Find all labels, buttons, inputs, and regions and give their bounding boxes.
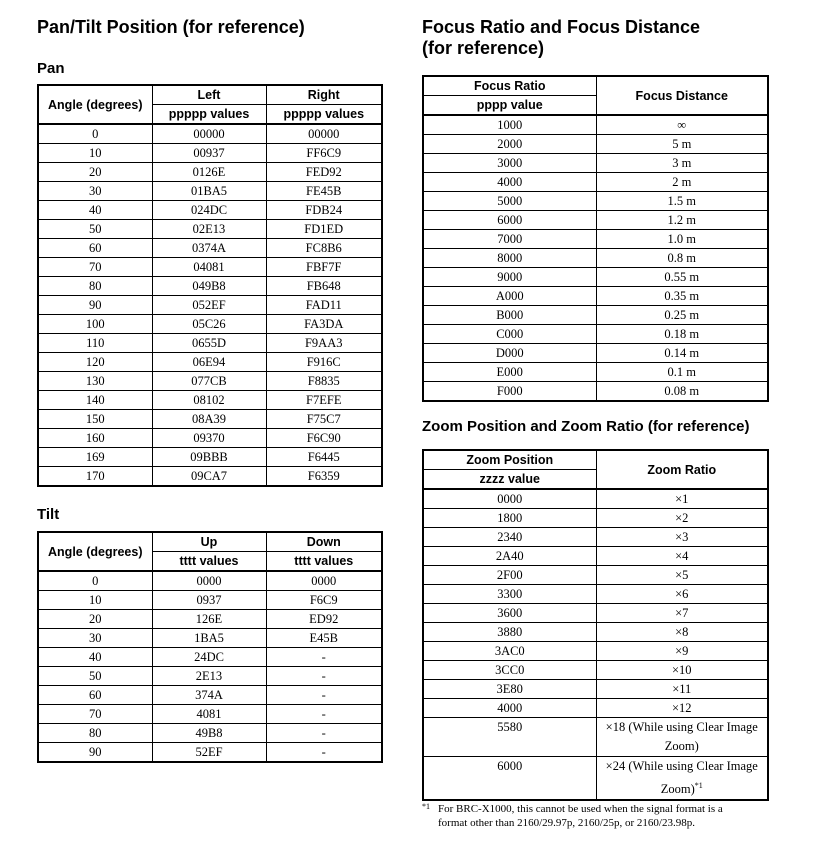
zoom-row-cell: 3600 (423, 604, 596, 623)
zoom-row-cell: 4000 (423, 699, 596, 718)
pan-row-cell: 0126E (152, 163, 266, 182)
pan-row (38, 296, 382, 315)
zoom-table (422, 449, 769, 801)
tilt-row-cell: 80 (38, 724, 152, 743)
focus-row-cell: 0.1 m (596, 363, 768, 382)
pan-col-left-1: Left (152, 85, 266, 105)
focus-row-cell: 0.25 m (596, 306, 768, 325)
pan-row-cell: 00000 (266, 124, 382, 144)
zoom-row-cell: ×4 (596, 547, 768, 566)
tilt-row-cell: 20 (38, 610, 152, 629)
pan-row-cell: 170 (38, 467, 152, 487)
tilt-col-down-1: Down (266, 532, 382, 552)
pan-row-cell: FD1ED (266, 220, 382, 239)
zoom-row-cell: 3E80 (423, 680, 596, 699)
pan-row (38, 467, 382, 487)
pan-table (37, 84, 383, 487)
pan-row-cell: 0374A (152, 239, 266, 258)
zoom-row-cell: 1800 (423, 509, 596, 528)
pan-row-cell: FC8B6 (266, 239, 382, 258)
zoom-row-cell: 3300 (423, 585, 596, 604)
pan-row-cell: F7EFE (266, 391, 382, 410)
focus-row (423, 268, 768, 287)
focus-row-cell: 0.18 m (596, 325, 768, 344)
pan-row-cell: 100 (38, 315, 152, 334)
tilt-col-up-2: tttt values (152, 552, 266, 572)
pan-row-cell: FAD11 (266, 296, 382, 315)
footnote-ref: *1 (694, 781, 703, 790)
tilt-row (38, 705, 382, 724)
tilt-row (38, 743, 382, 763)
focus-col-ratio-1: Focus Ratio (423, 76, 596, 96)
pan-row (38, 220, 382, 239)
pan-row-cell: 0655D (152, 334, 266, 353)
zoom-row-cell: 2F00 (423, 566, 596, 585)
tilt-col-down-2: tttt values (266, 552, 382, 572)
focus-row (423, 382, 768, 402)
pan-row-cell: 0 (38, 124, 152, 144)
pan-row-cell: F6C90 (266, 429, 382, 448)
zoom-ratio-line1: ×24 (While using Clear Image (605, 759, 758, 773)
tilt-row-cell: 40 (38, 648, 152, 667)
tilt-row (38, 667, 382, 686)
focus-row-cell: 4000 (423, 173, 596, 192)
tilt-row-cell: - (266, 724, 382, 743)
pan-row-cell: 169 (38, 448, 152, 467)
tilt-row-cell: 0937 (152, 591, 266, 610)
zoom-row-cell: ×12 (596, 699, 768, 718)
focus-col-ratio-2: pppp value (423, 96, 596, 116)
pan-row-cell: 024DC (152, 201, 266, 220)
zoom-row-cell: ×2 (596, 509, 768, 528)
tilt-row-cell: 90 (38, 743, 152, 763)
zoom-row (423, 604, 768, 623)
pan-row (38, 277, 382, 296)
focus-row-cell: ∞ (596, 115, 768, 135)
zoom-row-cell: ×7 (596, 604, 768, 623)
focus-row (423, 344, 768, 363)
focus-row (423, 287, 768, 306)
tilt-row-cell: 374A (152, 686, 266, 705)
zoom-row-cell: ×8 (596, 623, 768, 642)
tilt-row-cell: - (266, 667, 382, 686)
pan-row (38, 182, 382, 201)
pan-row (38, 448, 382, 467)
pan-row-cell: FB648 (266, 277, 382, 296)
zoom-row-cell (596, 718, 768, 757)
zoom-row (423, 699, 768, 718)
zoom-row-cell: ×5 (596, 566, 768, 585)
focus-row-cell: 0.08 m (596, 382, 768, 402)
focus-col-distance: Focus Distance (596, 76, 768, 115)
focus-title-line1: Focus Ratio and Focus Distance (422, 17, 701, 37)
focus-row-cell: 2000 (423, 135, 596, 154)
focus-row-cell: 7000 (423, 230, 596, 249)
pan-row-cell: FED92 (266, 163, 382, 182)
focus-row-cell: 0.35 m (596, 287, 768, 306)
pan-row-cell: 00937 (152, 144, 266, 163)
pan-row-cell: 150 (38, 410, 152, 429)
pan-row-cell: 05C26 (152, 315, 266, 334)
focus-row-cell: 5 m (596, 135, 768, 154)
pan-row-cell: F6445 (266, 448, 382, 467)
focus-row (423, 325, 768, 344)
pan-tilt-title: Pan/Tilt Position (for reference) (37, 17, 305, 37)
pan-row-cell: 06E94 (152, 353, 266, 372)
zoom-ratio-line2 (597, 776, 768, 799)
zoom-position-value: 6000 (497, 759, 523, 773)
zoom-ratio-line2-text: Zoom) (664, 739, 699, 753)
zoom-row (423, 718, 768, 757)
pan-row-cell: 160 (38, 429, 152, 448)
tilt-row-cell: 24DC (152, 648, 266, 667)
tilt-row (38, 591, 382, 610)
focus-row-cell: 0.8 m (596, 249, 768, 268)
pan-row-cell: FA3DA (266, 315, 382, 334)
pan-row-cell: 077CB (152, 372, 266, 391)
focus-row (423, 306, 768, 325)
focus-row (423, 192, 768, 211)
pan-row-cell: FBF7F (266, 258, 382, 277)
tilt-row-cell: E45B (266, 629, 382, 648)
tilt-row-cell: F6C9 (266, 591, 382, 610)
focus-row-cell: C000 (423, 325, 596, 344)
zoom-row-cell (423, 757, 596, 801)
zoom-row-cell: 3880 (423, 623, 596, 642)
focus-row-cell: 1000 (423, 115, 596, 135)
pan-row-cell: F75C7 (266, 410, 382, 429)
zoom-ratio-line1: ×18 (While using Clear Image (605, 720, 758, 734)
pan-row-cell: 20 (38, 163, 152, 182)
pan-row-cell: 02E13 (152, 220, 266, 239)
tilt-row-cell: 126E (152, 610, 266, 629)
pan-row-cell: 40 (38, 201, 152, 220)
pan-row-cell: 120 (38, 353, 152, 372)
tilt-row-cell: 49B8 (152, 724, 266, 743)
focus-row-cell: 5000 (423, 192, 596, 211)
focus-row-cell: 6000 (423, 211, 596, 230)
pan-row (38, 258, 382, 277)
pan-row-cell: 90 (38, 296, 152, 315)
tilt-col-up-1: Up (152, 532, 266, 552)
focus-row-cell: 8000 (423, 249, 596, 268)
focus-row (423, 211, 768, 230)
tilt-row (38, 571, 382, 591)
pan-row-cell: 052EF (152, 296, 266, 315)
pan-col-left-2: ppppp values (152, 105, 266, 125)
focus-row-cell: A000 (423, 287, 596, 306)
focus-row (423, 173, 768, 192)
zoom-row-cell: ×9 (596, 642, 768, 661)
pan-row-cell: F916C (266, 353, 382, 372)
tilt-row-cell: - (266, 686, 382, 705)
tilt-row-cell: 1BA5 (152, 629, 266, 648)
zoom-row (423, 757, 768, 801)
focus-title-line2: (for reference) (422, 38, 545, 58)
tilt-row-cell: - (266, 648, 382, 667)
pan-row (38, 124, 382, 144)
pan-row (38, 239, 382, 258)
tilt-row-cell: 0 (38, 571, 152, 591)
pan-row-cell: 049B8 (152, 277, 266, 296)
tilt-row (38, 724, 382, 743)
focus-row-cell: 2 m (596, 173, 768, 192)
zoom-row-cell: 0000 (423, 489, 596, 509)
pan-row-cell: 30 (38, 182, 152, 201)
tilt-row-cell: 10 (38, 591, 152, 610)
pan-row (38, 334, 382, 353)
zoom-row-cell: 3CC0 (423, 661, 596, 680)
zoom-row-cell: ×10 (596, 661, 768, 680)
zoom-row-cell: ×1 (596, 489, 768, 509)
focus-row-cell: 1.5 m (596, 192, 768, 211)
pan-row-cell: 140 (38, 391, 152, 410)
zoom-row-cell: ×11 (596, 680, 768, 699)
footnote (422, 802, 782, 830)
focus-row-cell: 3000 (423, 154, 596, 173)
zoom-ratio-line2 (597, 737, 768, 756)
zoom-row-cell: 3AC0 (423, 642, 596, 661)
zoom-row-cell: ×6 (596, 585, 768, 604)
focus-row (423, 363, 768, 382)
pan-col-right-2: ppppp values (266, 105, 382, 125)
zoom-row (423, 547, 768, 566)
tilt-row-cell: 50 (38, 667, 152, 686)
pan-row (38, 315, 382, 334)
zoom-row (423, 489, 768, 509)
focus-row-cell: 9000 (423, 268, 596, 287)
pan-row (38, 163, 382, 182)
focus-row-cell: 1.0 m (596, 230, 768, 249)
pan-row-cell: 09CA7 (152, 467, 266, 487)
zoom-row-cell: 2340 (423, 528, 596, 547)
zoom-title: Zoom Position and Zoom Ratio (for reference) (422, 418, 750, 435)
focus-table (422, 75, 769, 402)
focus-row-cell: 3 m (596, 154, 768, 173)
zoom-row (423, 585, 768, 604)
tilt-row-cell: 52EF (152, 743, 266, 763)
zoom-row (423, 680, 768, 699)
pan-row-cell: 110 (38, 334, 152, 353)
zoom-row (423, 509, 768, 528)
tilt-row (38, 610, 382, 629)
pan-row-cell: 10 (38, 144, 152, 163)
zoom-row-cell: ×3 (596, 528, 768, 547)
zoom-row-cell: 2A40 (423, 547, 596, 566)
pan-row-cell: FE45B (266, 182, 382, 201)
pan-row (38, 410, 382, 429)
zoom-row-cell (423, 718, 596, 757)
focus-row (423, 135, 768, 154)
focus-row (423, 230, 768, 249)
tilt-row-cell: 0000 (266, 571, 382, 591)
tilt-col-angle: Angle (degrees) (38, 532, 152, 571)
footnote-line2: format other than 2160/29.97p, 2160/25p, or 2160/23.98p. (438, 817, 695, 829)
pan-col-angle: Angle (degrees) (38, 85, 152, 124)
tilt-row-cell: 4081 (152, 705, 266, 724)
tilt-row-cell: - (266, 743, 382, 763)
pan-row-cell: 08102 (152, 391, 266, 410)
zoom-row (423, 661, 768, 680)
focus-row-cell: 0.55 m (596, 268, 768, 287)
pan-subtitle: Pan (37, 60, 65, 77)
pan-row-cell: 50 (38, 220, 152, 239)
pan-row (38, 429, 382, 448)
tilt-row-cell: 70 (38, 705, 152, 724)
pan-row-cell: 04081 (152, 258, 266, 277)
tilt-table (37, 531, 383, 763)
pan-row-cell: F9AA3 (266, 334, 382, 353)
focus-row-cell: E000 (423, 363, 596, 382)
zoom-col-position-2: zzzz value (423, 470, 596, 490)
pan-col-right-1: Right (266, 85, 382, 105)
focus-row-cell: 0.14 m (596, 344, 768, 363)
tilt-subtitle: Tilt (37, 506, 60, 523)
tilt-row-cell: 2E13 (152, 667, 266, 686)
focus-row (423, 154, 768, 173)
pan-row-cell: F8835 (266, 372, 382, 391)
pan-row-cell: 60 (38, 239, 152, 258)
zoom-position-value: 5580 (497, 720, 523, 734)
pan-row-cell: 00000 (152, 124, 266, 144)
pan-row-cell: 80 (38, 277, 152, 296)
focus-row-cell: B000 (423, 306, 596, 325)
pan-row (38, 201, 382, 220)
footnote-mark: *1 (422, 802, 430, 811)
tilt-row-cell: 60 (38, 686, 152, 705)
focus-row-cell: D000 (423, 344, 596, 363)
pan-row-cell: 09BBB (152, 448, 266, 467)
pan-row-cell: 09370 (152, 429, 266, 448)
zoom-ratio-line2-text: Zoom) (660, 782, 695, 797)
pan-row-cell: FF6C9 (266, 144, 382, 163)
zoom-col-ratio: Zoom Ratio (596, 450, 768, 489)
tilt-row-cell: 0000 (152, 571, 266, 591)
zoom-row (423, 623, 768, 642)
zoom-row-cell (596, 757, 768, 801)
footnote-line1: For BRC-X1000, this cannot be used when the signal format is a (438, 803, 723, 815)
pan-row-cell: 70 (38, 258, 152, 277)
pan-row-cell: 130 (38, 372, 152, 391)
focus-row (423, 249, 768, 268)
tilt-row-cell: ED92 (266, 610, 382, 629)
tilt-row-cell: 30 (38, 629, 152, 648)
pan-row (38, 353, 382, 372)
pan-row-cell: F6359 (266, 467, 382, 487)
focus-row-cell: 1.2 m (596, 211, 768, 230)
pan-row-cell: 08A39 (152, 410, 266, 429)
tilt-row (38, 686, 382, 705)
tilt-row-cell: - (266, 705, 382, 724)
pan-row (38, 391, 382, 410)
pan-row (38, 372, 382, 391)
focus-row-cell: F000 (423, 382, 596, 402)
zoom-col-position-1: Zoom Position (423, 450, 596, 470)
zoom-row (423, 566, 768, 585)
pan-row (38, 144, 382, 163)
pan-row-cell: 01BA5 (152, 182, 266, 201)
zoom-row (423, 528, 768, 547)
focus-row (423, 115, 768, 135)
tilt-row (38, 629, 382, 648)
zoom-row (423, 642, 768, 661)
pan-row-cell: FDB24 (266, 201, 382, 220)
tilt-row (38, 648, 382, 667)
